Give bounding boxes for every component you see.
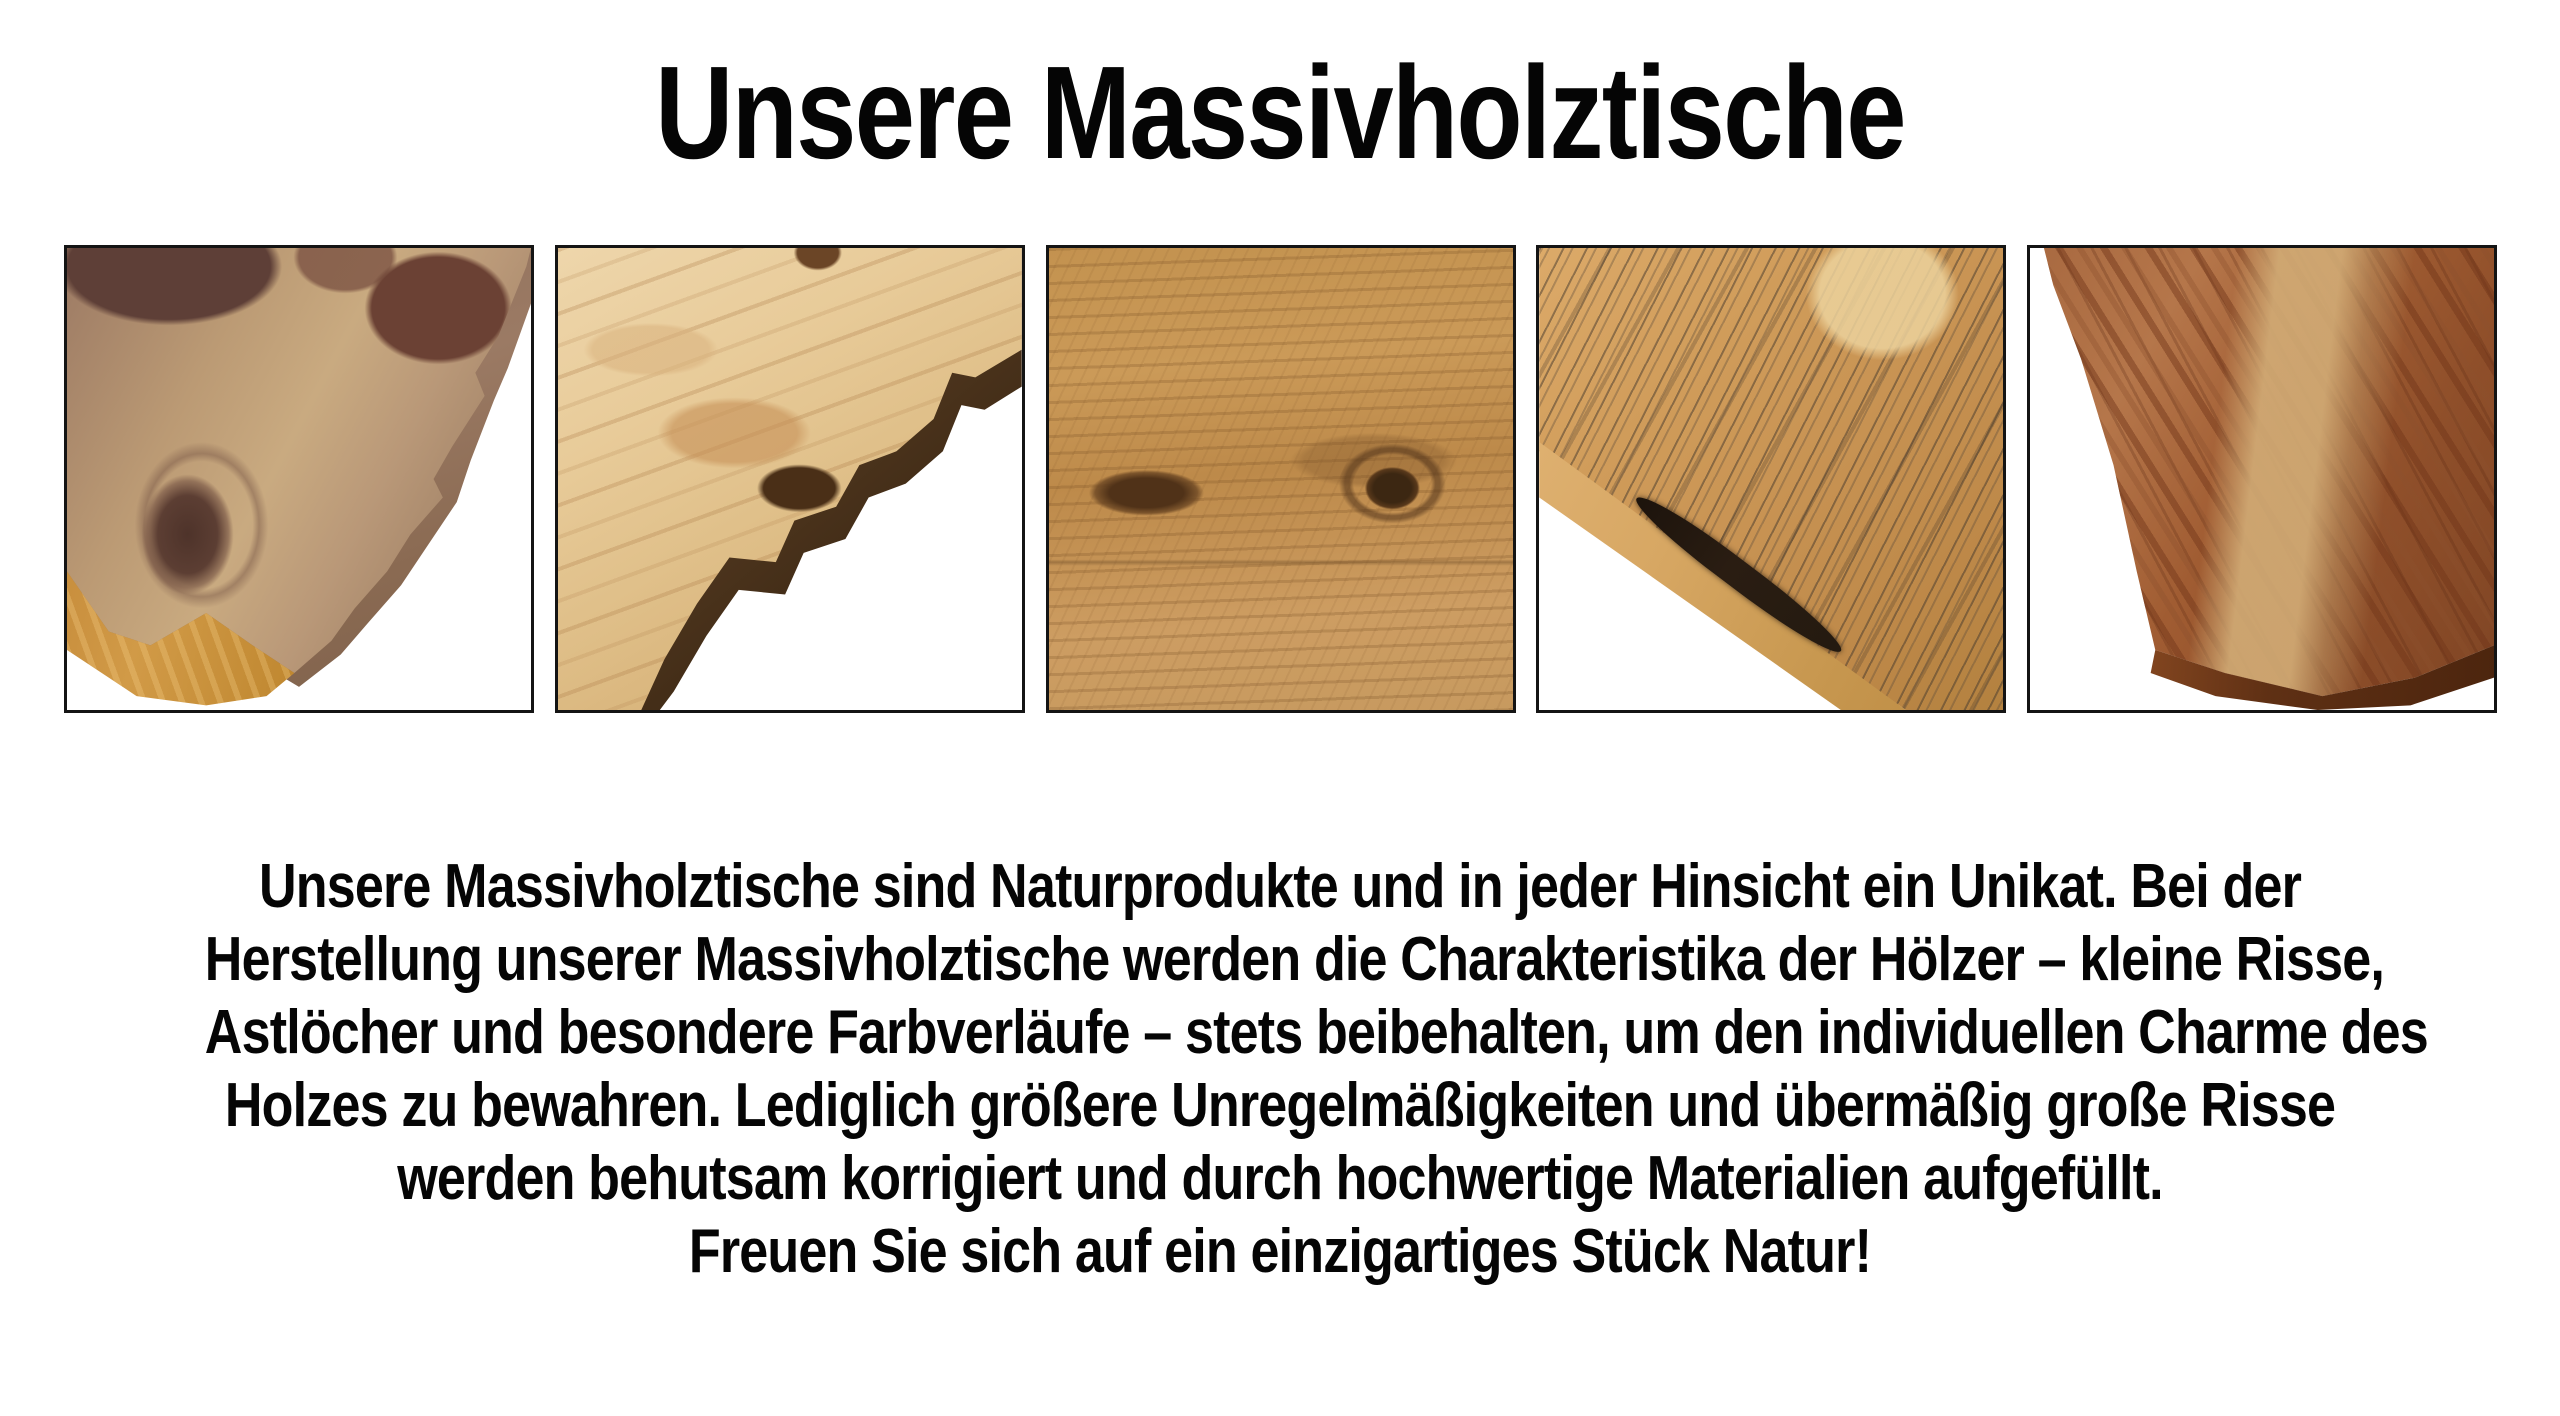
description-line: Herstellung unserer Massivholztische werden die Charakteristika der Hölzer – kleine Risse, (204, 925, 2384, 994)
photo-sheesham-flame-grain (2027, 245, 2497, 713)
wood-slab-layer (558, 248, 1022, 710)
wood-grain-layer (1049, 248, 1513, 710)
photo-mango-rough-sawn (1536, 245, 2006, 713)
description-text (204, 850, 2428, 1288)
description-line: Astlöcher und besondere Farbverläufe – stets beibehalten, um den individuellen Charme des (204, 998, 2428, 1067)
photo-acacia-live-edge (555, 245, 1025, 713)
description-line: Freuen Sie sich auf ein einzigartiges Stück Natur! (688, 1217, 1872, 1286)
page-title: Unsere Massivholztische (655, 39, 1905, 186)
description-line: werden behutsam korrigiert und durch hochwertige Materialien aufgefüllt. (397, 1144, 2163, 1213)
wood-slab-layer (2030, 248, 2494, 710)
wood-photo-gallery (64, 245, 2497, 713)
photo-sheesham-corner (64, 245, 534, 713)
description-line: Holzes zu bewahren. Lediglich größere Unregelmäßigkeiten und übermäßig große Risse (224, 1071, 2336, 1140)
photo-acacia-grain-knots (1046, 245, 1516, 713)
description-line: Unsere Massivholztische sind Naturprodukte und in jeder Hinsicht ein Unikat. Bei der (258, 852, 2302, 921)
